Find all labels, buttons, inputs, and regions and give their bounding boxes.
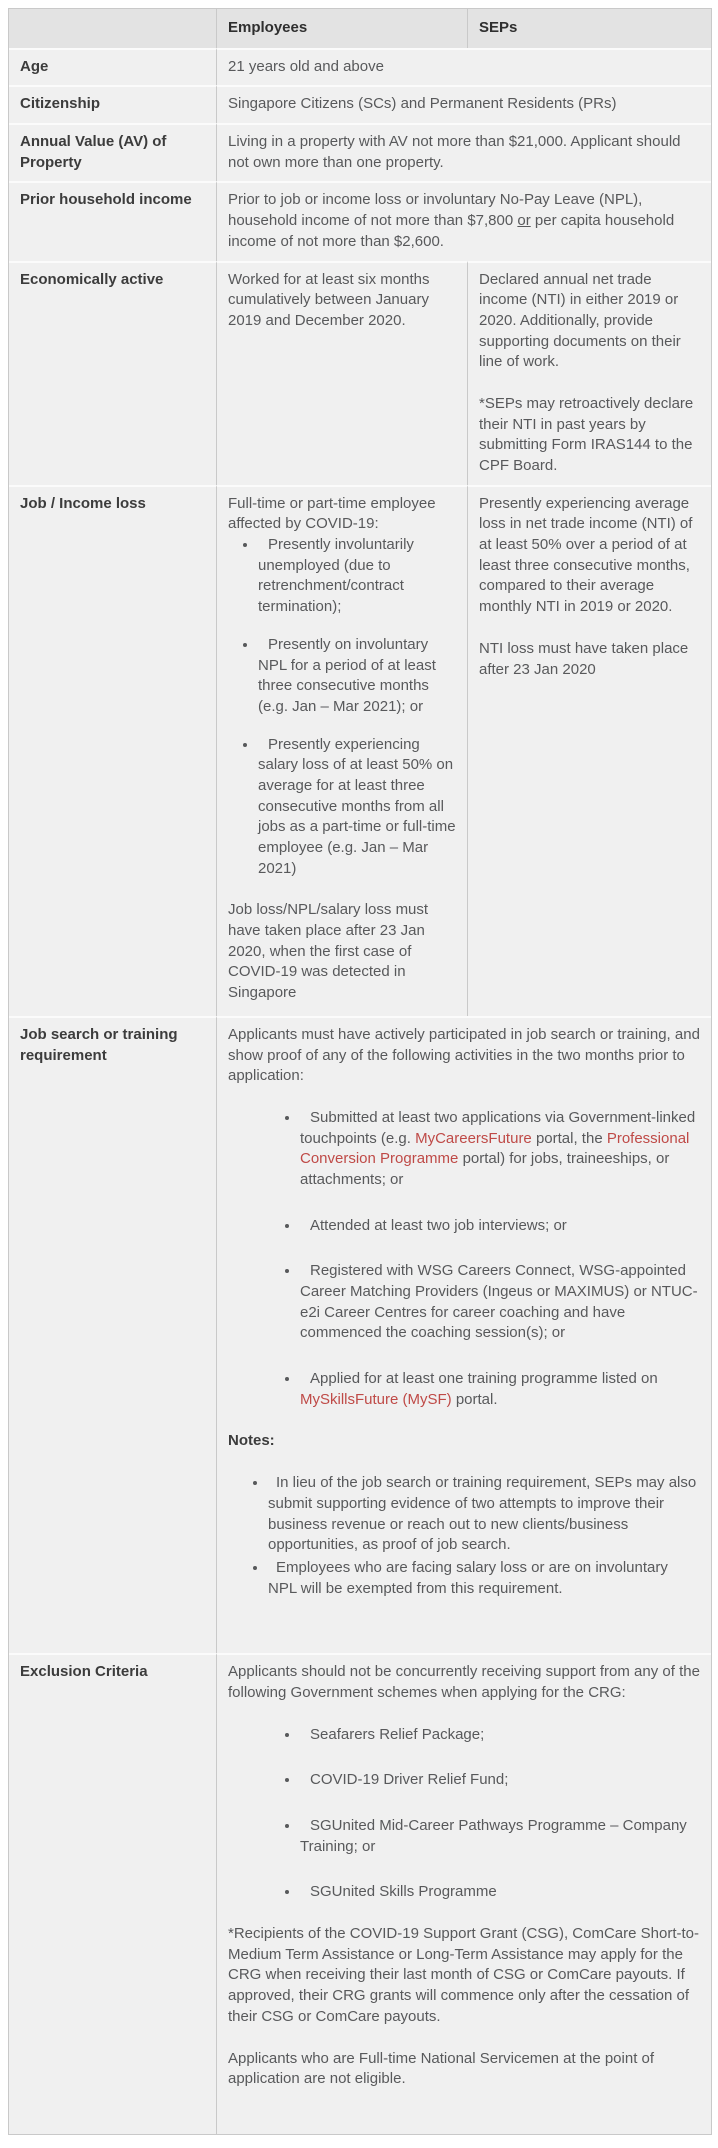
- econ-active-seps-p2: *SEPs may retroactively declare their NTI in past years by submitting Form IRAS144 to the CPF Board.: [479, 394, 694, 474]
- row-label-econ-active: Economically active: [9, 261, 216, 485]
- myskillsfuture-link[interactable]: MySkillsFuture (MySF): [300, 1390, 452, 1408]
- job-search-intro: Applicants must have actively participated in job search or training, and show proof of any of the following activities in the two months prior to application:: [228, 1025, 700, 1085]
- professional-conversion-programme-link[interactable]: Professional Conversion Programme: [300, 1129, 690, 1168]
- row-label-prior-income: Prior household income: [9, 181, 216, 260]
- header-employees: Employees: [216, 8, 467, 48]
- list-item: • Presently experiencing salary loss of at least 50% on average for at least three consecutive months from all jobs as a part-time or full-time employee (e.g. Jan – Mar 2021): [258, 735, 456, 880]
- header-seps: SEPs: [467, 8, 711, 48]
- econ-active-employees-text: Worked for at least six months cumulatively between January 2019 and December 2020.: [228, 270, 430, 329]
- job-search-b1-post: portal) for jobs, traineeships, or attachments; or: [300, 1150, 670, 1188]
- job-loss-employees-intro: Full-time or part-time employee affected by COVID-19:: [228, 494, 436, 533]
- list-item: [300, 1369, 700, 1410]
- econ-active-seps-cell: [467, 261, 711, 485]
- notes-list: [228, 1473, 700, 1599]
- age-value-cell: [216, 48, 711, 86]
- job-search-b4-post: portal.: [451, 1390, 498, 1408]
- row-label-age: Age: [9, 48, 216, 86]
- econ-active-employees-cell: [216, 261, 467, 485]
- list-item: • Presently involuntarily unemployed (due to retrenchment/contract termination);: [258, 535, 456, 618]
- prior-income-value: [228, 190, 700, 252]
- header-row: [9, 8, 711, 48]
- prior-income-underlined-or: or: [517, 212, 531, 230]
- list-item: • Seafarers Relief Package;: [300, 1725, 700, 1746]
- table-row-econ-active: [9, 261, 711, 485]
- list-item: • Registered with WSG Careers Connect, WSG-appointed Career Matching Providers (Ingeus or MAXIMUS) or NTUC-e2i Career Centres for career coaching and have commenced the coaching session(s); or: [300, 1261, 700, 1344]
- row-label-job-income-loss: Job / Income loss: [9, 485, 216, 1016]
- row-label-citizenship: Citizenship: [9, 85, 216, 123]
- row-label-av-property: Annual Value (AV) of Property: [9, 123, 216, 181]
- job-search-cell: [216, 1016, 711, 1653]
- list-item: • SGUnited Skills Programme: [300, 1882, 700, 1903]
- row-label-job-search: Job search or training requirement: [9, 1016, 216, 1653]
- age-value: 21 years old and above: [228, 57, 384, 75]
- prior-income-text-post: per capita household income of not more than $2,600.: [228, 212, 675, 250]
- citizenship-value: Singapore Citizens (SCs) and Permanent Residents (PRs): [228, 95, 617, 113]
- table-row-exclusion: [9, 1653, 711, 2134]
- list-item: • COVID-19 Driver Relief Fund;: [300, 1770, 700, 1791]
- list-item: • Attended at least two job interviews; or: [300, 1216, 700, 1237]
- table-row-age: [9, 48, 711, 86]
- table-row-prior-income: [9, 181, 711, 260]
- citizenship-value-cell: [216, 85, 711, 123]
- table-row-job-income-loss: [9, 485, 711, 1016]
- job-loss-seps-p2: NTI loss must have taken place after 23 Jan 2020: [479, 639, 689, 678]
- av-property-value-cell: [216, 123, 711, 181]
- mycareersfuture-link[interactable]: MyCareersFuture: [415, 1129, 532, 1147]
- job-loss-employees-list: [228, 535, 456, 879]
- table-row-av-property: [9, 123, 711, 181]
- eligibility-criteria-table: [8, 8, 712, 2135]
- prior-income-text-pre: Prior to job or income loss or involuntary No-Pay Leave (NPL), household income of not more than $7,800: [228, 191, 643, 230]
- list-item: • SGUnited Mid-Career Pathways Programme – Company Training; or: [300, 1816, 700, 1857]
- exclusion-ns-note: Applicants who are Full-time National Servicemen at the point of application are not eligible.: [228, 2049, 655, 2088]
- exclusion-cell: [216, 1653, 711, 2134]
- table-row-job-search: [9, 1016, 711, 1653]
- job-loss-seps-cell: [467, 485, 711, 1016]
- av-property-value: Living in a property with AV not more than $21,000. Applicant should not own more than one property.: [228, 133, 681, 171]
- notes-heading: Notes:: [228, 1432, 275, 1450]
- job-search-b1-mid: portal, the: [531, 1129, 607, 1147]
- table-row-citizenship: [9, 85, 711, 123]
- prior-income-value-cell: [216, 181, 711, 260]
- exclusion-intro: Applicants should not be concurrently receiving support from any of the following Government schemes when applying for the CRG:: [228, 1663, 700, 1701]
- list-item: • Employees who are facing salary loss or are on involuntary NPL will be exempted from this requirement.: [268, 1558, 700, 1599]
- job-loss-employees-cell: [216, 485, 467, 1016]
- list-item: [300, 1108, 700, 1191]
- job-loss-seps-p1: Presently experiencing average loss in net trade income (NTI) of at least 50% over a period of at least three consecutive months, compared to their average monthly NTI in 2019 or 2020.: [479, 494, 693, 616]
- job-search-b1-pre: Submitted at least two applications via Government-linked touchpoints (e.g.: [300, 1108, 696, 1147]
- job-search-activities-list: [228, 1108, 700, 1411]
- list-item: • Presently on involuntary NPL for a period of at least three consecutive months (e.g. Jan – Mar 2021); or: [258, 635, 456, 718]
- exclusion-footnote: *Recipients of the COVID-19 Support Grant (CSG), ComCare Short-to-Medium Term Assistance or Long-Term Assistance may apply for the CRG when receiving their last month of CSG or ComCare payouts. If approved, their CRG grants will commence only after the cessation of their CSG or ComCare payouts.: [228, 1925, 700, 2025]
- exclusion-schemes-list: [228, 1725, 700, 1903]
- job-loss-employees-note: Job loss/NPL/salary loss must have taken place after 23 Jan 2020, when the first case of COVID-19 was detected in Singapore: [228, 901, 429, 1002]
- row-label-exclusion: Exclusion Criteria: [9, 1653, 216, 2134]
- list-item: • In lieu of the job search or training requirement, SEPs may also submit supporting evidence of two attempts to improve their business revenue or reach out to new clients/business opportunities, as proof of job search.: [268, 1473, 700, 1556]
- header-corner-cell: [9, 8, 216, 48]
- job-search-b4-pre: Applied for at least one training programme listed on: [310, 1370, 658, 1388]
- econ-active-seps-p1: Declared annual net trade income (NTI) in either 2019 or 2020. Additionally, provide supporting documents on their line of work.: [479, 270, 681, 371]
